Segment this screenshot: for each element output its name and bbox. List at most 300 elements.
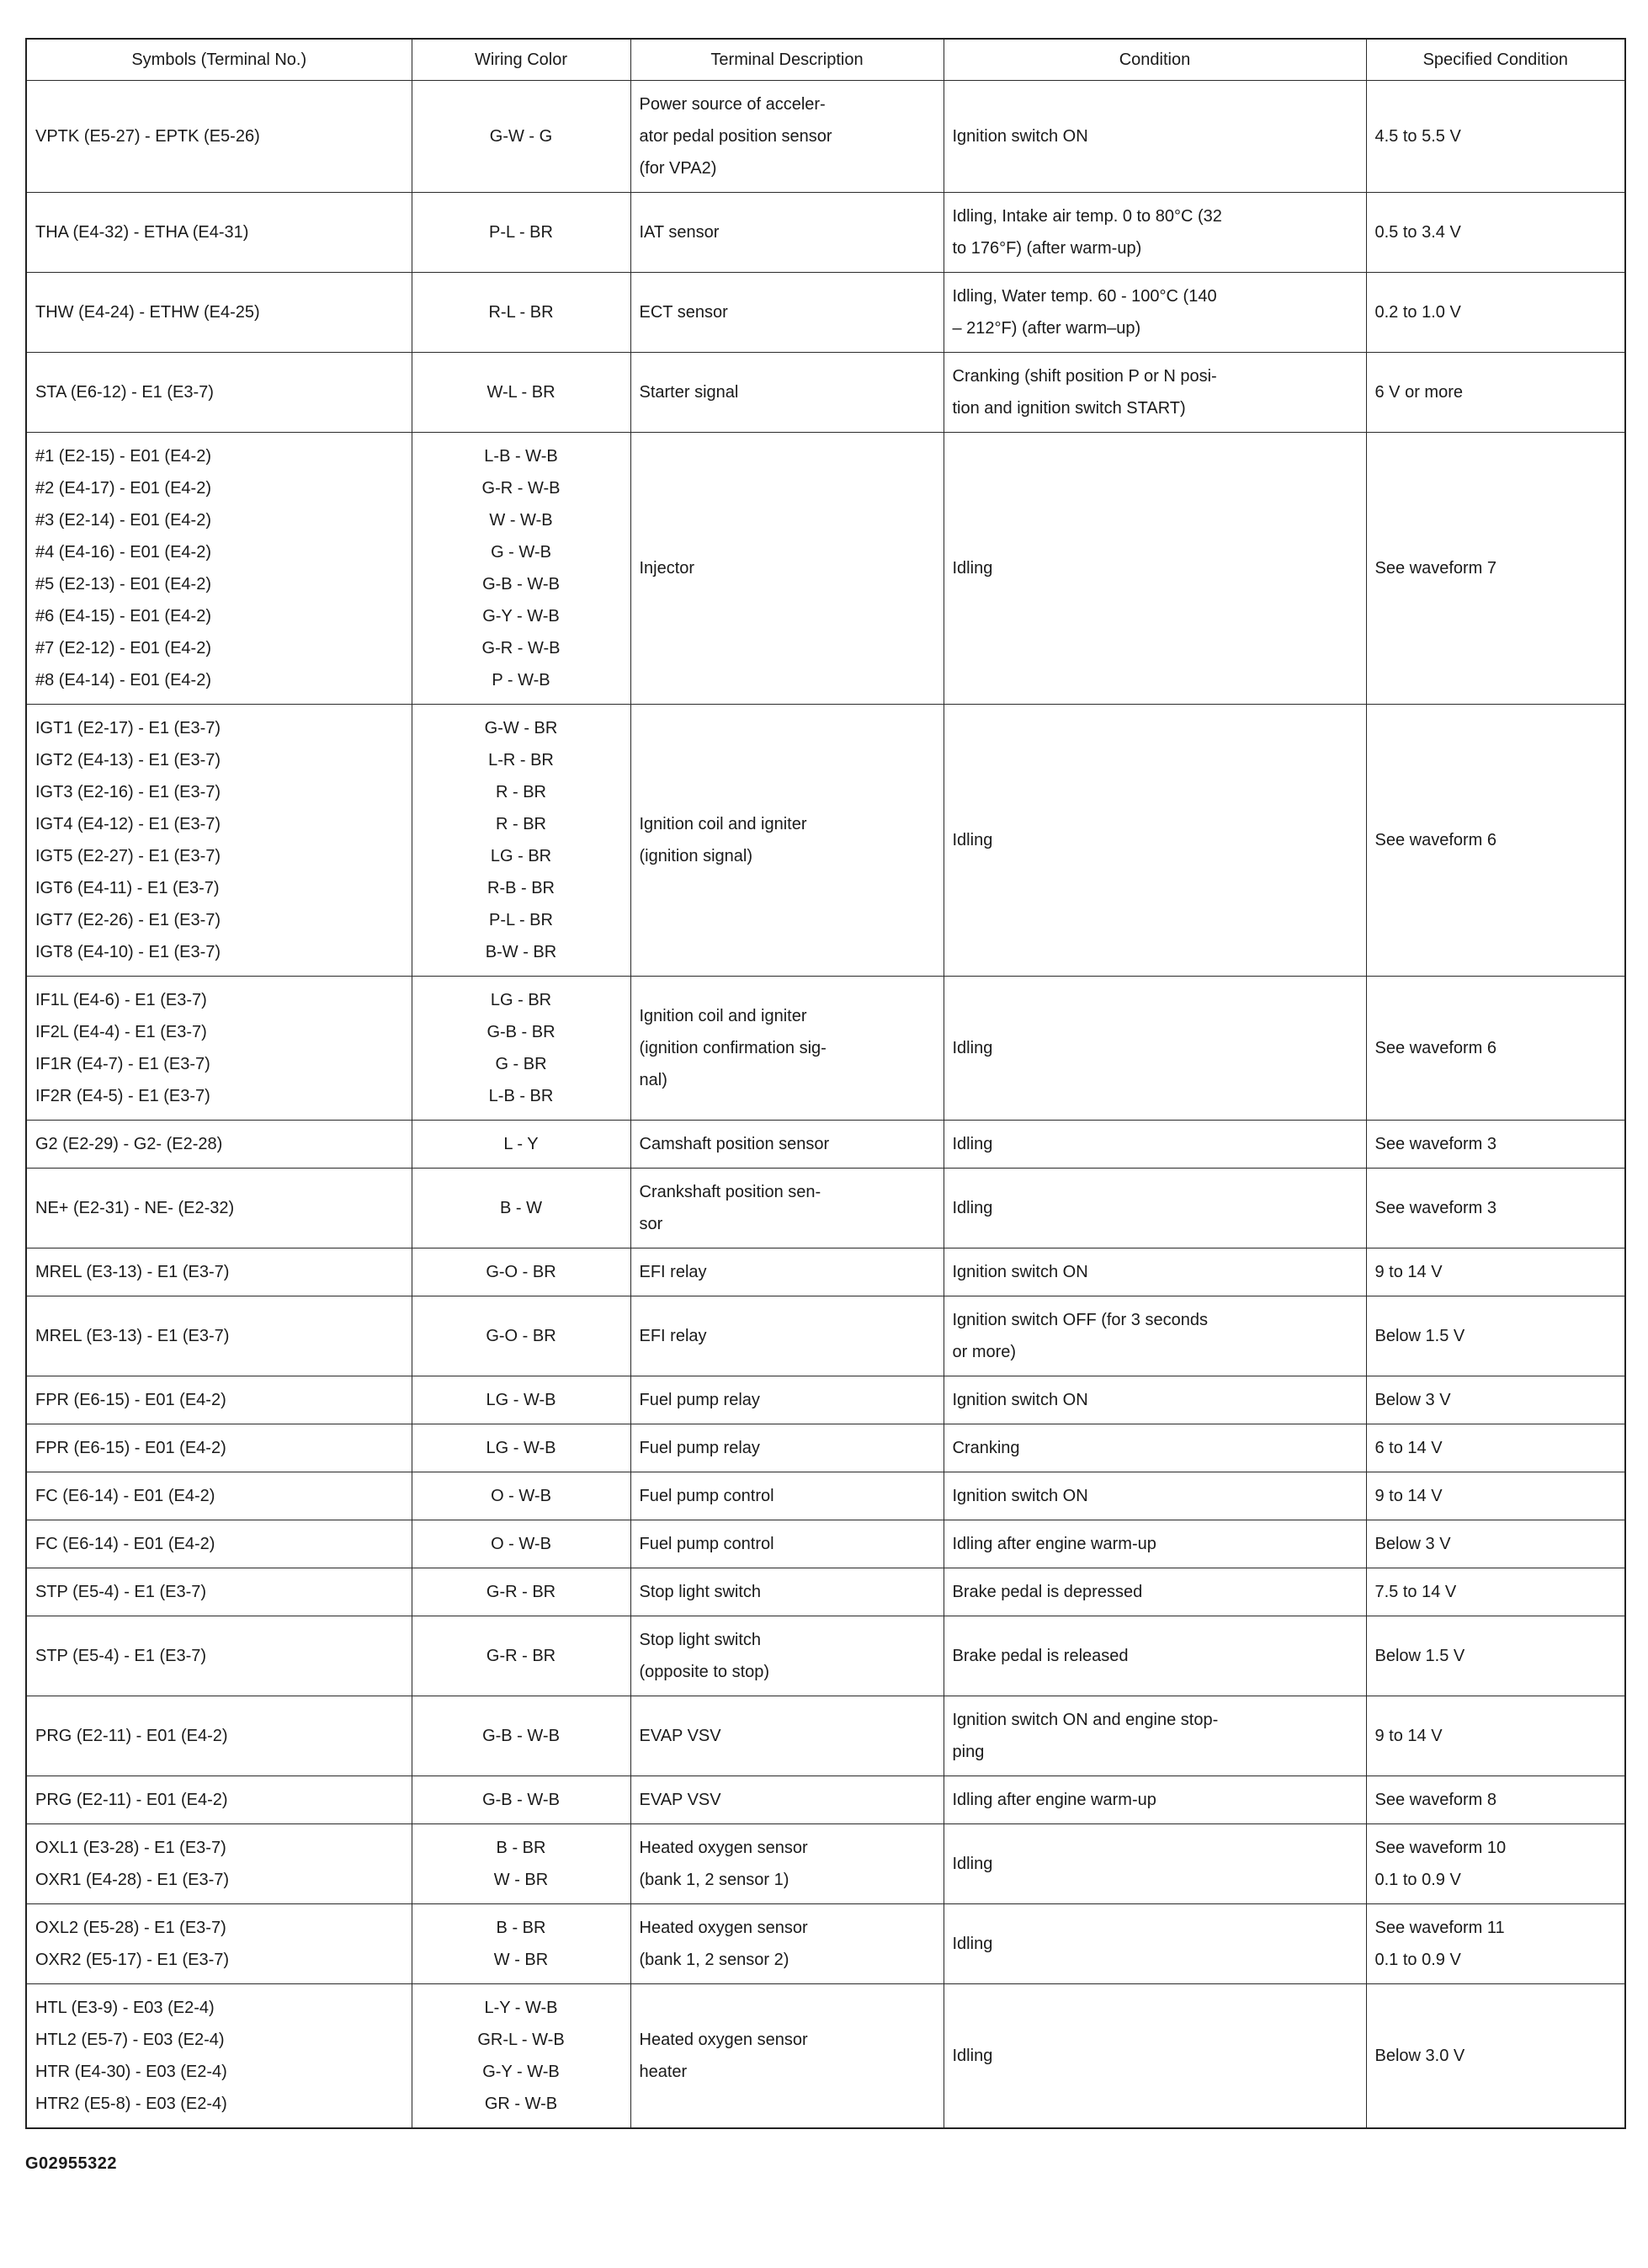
cell-line: EVAP VSV [639,1791,721,1809]
cell-specified-condition [1366,705,1625,977]
cell-line: 9 to 14 V [1374,1487,1443,1505]
cell-line: STA (E6-12) - E1 (E3-7) [35,383,214,402]
cell-terminal-description [630,1984,944,2129]
cell-terminal-description [630,705,944,977]
cell-line: See waveform 10 [1374,1839,1507,1857]
cell-line: G - BR [495,1055,547,1073]
cell-line: #7 (E2-12) - E01 (E4-2) [35,639,211,658]
cell-line: Ignition switch ON and engine stop- [952,1711,1219,1729]
cell-line: (for VPA2) [639,159,717,178]
table-row [26,1472,1625,1520]
cell-terminal-description [630,1376,944,1424]
cell-line: See waveform 11 [1374,1919,1505,1937]
cell-line: Idling [952,1855,993,1873]
cell-line: G-B - W-B [482,1727,560,1745]
cell-line: Idling [952,1935,993,1953]
cell-line: See waveform 8 [1374,1791,1497,1809]
cell-wiring-color [412,1472,630,1520]
table-header-row [26,39,1625,81]
cell-symbols [26,1696,412,1776]
cell-line: G-W - G [489,127,553,146]
column-header: Terminal Description [630,39,944,81]
cell-line: PRG (E2-11) - E01 (E4-2) [35,1791,228,1809]
cell-line: O - W-B [491,1487,551,1505]
cell-line: Heated oxygen sensor [639,1919,808,1937]
cell-symbols [26,273,412,353]
cell-line: G-R - BR [486,1647,556,1665]
cell-line: or more) [952,1343,1017,1361]
cell-line: IGT1 (E2-17) - E1 (E3-7) [35,719,221,737]
cell-line: G-W - BR [484,719,558,737]
cell-wiring-color [412,193,630,273]
cell-line: (bank 1, 2 sensor 2) [639,1951,789,1969]
cell-symbols [26,353,412,433]
cell-line: IGT7 (E2-26) - E1 (E3-7) [35,911,221,929]
cell-line: 6 V or more [1374,383,1463,402]
cell-line: STP (E5-4) - E1 (E3-7) [35,1583,207,1601]
cell-specified-condition [1366,81,1625,193]
cell-line: G2 (E2-29) - G2- (E2-28) [35,1135,223,1153]
cell-line: IAT sensor [639,223,720,242]
cell-line: (ignition confirmation sig- [639,1039,827,1057]
cell-line: MREL (E3-13) - E1 (E3-7) [35,1263,230,1281]
cell-line: G - W-B [491,543,551,562]
cell-line: L-Y - W-B [484,1999,558,2017]
table-row [26,1296,1625,1376]
cell-line: Fuel pump relay [639,1439,760,1457]
cell-condition [944,193,1366,273]
cell-terminal-description [630,1520,944,1568]
cell-line: EFI relay [639,1263,707,1281]
cell-terminal-description [630,273,944,353]
cell-line: L-B - BR [488,1087,554,1105]
cell-line: O - W-B [491,1535,551,1553]
cell-line: R-L - BR [488,303,554,322]
cell-symbols [26,433,412,705]
cell-line: heater [639,2063,688,2081]
cell-specified-condition [1366,1904,1625,1984]
cell-line: Injector [639,559,695,578]
cell-symbols [26,1904,412,1984]
cell-line: IGT8 (E4-10) - E1 (E3-7) [35,943,221,961]
cell-line: #1 (E2-15) - E01 (E4-2) [35,447,211,466]
cell-symbols [26,1568,412,1616]
cell-line: #6 (E4-15) - E01 (E4-2) [35,607,211,626]
cell-terminal-description [630,1472,944,1520]
cell-line: 0.1 to 0.9 V [1374,1951,1461,1969]
cell-line: #4 (E4-16) - E01 (E4-2) [35,543,211,562]
cell-line: PRG (E2-11) - E01 (E4-2) [35,1727,228,1745]
table-row [26,1121,1625,1169]
cell-line: P-L - BR [489,223,553,242]
cell-line: 9 to 14 V [1374,1727,1443,1745]
cell-wiring-color [412,705,630,977]
table-row [26,273,1625,353]
table-row [26,1376,1625,1424]
cell-wiring-color [412,273,630,353]
cell-line: Fuel pump relay [639,1391,760,1409]
cell-wiring-color [412,1984,630,2129]
cell-terminal-description [630,1296,944,1376]
cell-line: STP (E5-4) - E1 (E3-7) [35,1647,207,1665]
cell-line: IGT2 (E4-13) - E1 (E3-7) [35,751,221,769]
cell-line: R-B - BR [487,879,555,897]
cell-line: See waveform 3 [1374,1199,1497,1217]
cell-specified-condition [1366,1776,1625,1824]
cell-symbols [26,1248,412,1296]
cell-symbols [26,1121,412,1169]
cell-line: Below 3.0 V [1374,2047,1465,2065]
cell-symbols [26,81,412,193]
cell-condition [944,353,1366,433]
cell-condition [944,1984,1366,2129]
cell-line: LG - W-B [486,1439,556,1457]
cell-symbols [26,977,412,1121]
cell-symbols [26,1776,412,1824]
cell-wiring-color [412,433,630,705]
cell-wiring-color [412,353,630,433]
cell-symbols [26,1984,412,2129]
cell-terminal-description [630,977,944,1121]
cell-line: Ignition switch ON [952,1391,1088,1409]
table-row [26,1248,1625,1296]
table-row [26,1776,1625,1824]
cell-wiring-color [412,1824,630,1904]
cell-line: #2 (E4-17) - E01 (E4-2) [35,479,211,498]
cell-line: G-R - BR [486,1583,556,1601]
cell-condition [944,1472,1366,1520]
cell-terminal-description [630,1121,944,1169]
table-row [26,1520,1625,1568]
cell-line: Idling after engine warm-up [952,1791,1156,1809]
cell-line: HTR (E4-30) - E03 (E2-4) [35,2063,227,2081]
cell-line: G-O - BR [486,1327,556,1345]
cell-terminal-description [630,81,944,193]
cell-line: Camshaft position sensor [639,1135,830,1153]
cell-line: G-B - W-B [482,1791,560,1809]
cell-specified-condition [1366,1616,1625,1696]
cell-line: nal) [639,1071,667,1089]
table-row [26,1904,1625,1984]
cell-line: Crankshaft position sen- [639,1183,821,1201]
cell-line: IGT3 (E2-16) - E1 (E3-7) [35,783,221,801]
cell-condition [944,1616,1366,1696]
cell-line: Fuel pump control [639,1535,774,1553]
cell-line: IGT6 (E4-11) - E1 (E3-7) [35,879,220,897]
cell-line: IF2R (E4-5) - E1 (E3-7) [35,1087,210,1105]
cell-line: Idling [952,1199,993,1217]
cell-condition [944,1248,1366,1296]
cell-specified-condition [1366,1984,1625,2129]
cell-line: Cranking (shift position P or N posi- [952,367,1217,386]
cell-line: G-B - W-B [482,575,560,594]
table-row [26,1568,1625,1616]
cell-specified-condition [1366,353,1625,433]
cell-line: NE+ (E2-31) - NE- (E2-32) [35,1199,235,1217]
cell-line: #5 (E2-13) - E01 (E4-2) [35,575,211,594]
cell-line: L - Y [503,1135,539,1153]
cell-wiring-color [412,1376,630,1424]
cell-line: Fuel pump control [639,1487,774,1505]
cell-specified-condition [1366,1568,1625,1616]
cell-terminal-description [630,1424,944,1472]
cell-wiring-color [412,977,630,1121]
cell-symbols [26,1472,412,1520]
cell-specified-condition [1366,1296,1625,1376]
column-header: Wiring Color [412,39,630,81]
cell-line: Brake pedal is released [952,1647,1129,1665]
cell-line: G-B - BR [486,1023,556,1041]
cell-line: Idling [952,559,993,578]
cell-symbols [26,1169,412,1248]
cell-specified-condition [1366,1169,1625,1248]
cell-line: sor [639,1215,663,1233]
cell-terminal-description [630,1248,944,1296]
table-row [26,1696,1625,1776]
cell-line: Below 1.5 V [1374,1327,1465,1345]
cell-line: FC (E6-14) - E01 (E4-2) [35,1487,215,1505]
cell-line: FPR (E6-15) - E01 (E4-2) [35,1391,226,1409]
cell-line: W - BR [493,1951,549,1969]
cell-condition [944,705,1366,977]
cell-wiring-color [412,1296,630,1376]
cell-specified-condition [1366,1376,1625,1424]
cell-condition [944,433,1366,705]
cell-line: P - W-B [492,671,550,689]
table-row [26,1984,1625,2129]
cell-condition [944,81,1366,193]
table-body [26,81,1625,2129]
cell-line: OXR1 (E4-28) - E1 (E3-7) [35,1871,230,1889]
cell-specified-condition [1366,1520,1625,1568]
cell-line: Heated oxygen sensor [639,2031,808,2049]
cell-line: EFI relay [639,1327,707,1345]
cell-line: IF2L (E4-4) - E1 (E3-7) [35,1023,207,1041]
table-row [26,433,1625,705]
table-row [26,705,1625,977]
cell-terminal-description [630,1169,944,1248]
cell-line: B - BR [496,1839,546,1857]
cell-wiring-color [412,1248,630,1296]
cell-symbols [26,1424,412,1472]
cell-line: Ignition switch ON [952,127,1088,146]
cell-line: Power source of acceler- [639,95,826,114]
cell-line: Idling after engine warm-up [952,1535,1156,1553]
cell-wiring-color [412,1169,630,1248]
cell-line: See waveform 6 [1374,831,1497,849]
cell-line: Ignition coil and igniter [639,1007,807,1025]
cell-line: LG - BR [490,991,552,1009]
cell-condition [944,273,1366,353]
cell-line: 0.2 to 1.0 V [1374,303,1461,322]
cell-line: Stop light switch [639,1583,762,1601]
column-header: Specified Condition [1366,39,1625,81]
cell-line: Idling [952,2047,993,2065]
cell-wiring-color [412,1424,630,1472]
table-row [26,353,1625,433]
cell-line: LG - W-B [486,1391,556,1409]
cell-line: OXL1 (E3-28) - E1 (E3-7) [35,1839,226,1857]
cell-symbols [26,193,412,273]
table-row [26,1424,1625,1472]
cell-line: ping [952,1743,985,1761]
cell-line: IF1L (E4-6) - E1 (E3-7) [35,991,207,1009]
cell-line: Idling [952,831,993,849]
cell-line: Idling, Water temp. 60 - 100°C (140 [952,287,1217,306]
cell-line: L-R - BR [488,751,554,769]
cell-line: #8 (E4-14) - E01 (E4-2) [35,671,211,689]
cell-line: (ignition signal) [639,847,753,865]
cell-condition [944,1121,1366,1169]
cell-line: Cranking [952,1439,1020,1457]
cell-condition [944,1824,1366,1904]
cell-line: Idling [952,1135,993,1153]
cell-line: See waveform 7 [1374,559,1497,578]
cell-line: Brake pedal is depressed [952,1583,1143,1601]
cell-wiring-color [412,1776,630,1824]
cell-line: OXR2 (E5-17) - E1 (E3-7) [35,1951,230,1969]
cell-line: G-Y - W-B [482,607,560,626]
table-row [26,977,1625,1121]
cell-line: #3 (E2-14) - E01 (E4-2) [35,511,211,530]
cell-line: IGT5 (E2-27) - E1 (E3-7) [35,847,221,865]
cell-terminal-description [630,1568,944,1616]
cell-line: – 212°F) (after warm–up) [952,319,1141,338]
cell-line: Starter signal [639,383,739,402]
cell-line: 4.5 to 5.5 V [1374,127,1461,146]
cell-line: L-B - W-B [484,447,558,466]
cell-line: G-Y - W-B [482,2063,560,2081]
cell-specified-condition [1366,977,1625,1121]
cell-terminal-description [630,1776,944,1824]
cell-line: MREL (E3-13) - E1 (E3-7) [35,1327,230,1345]
cell-line: (bank 1, 2 sensor 1) [639,1871,789,1889]
cell-line: R - BR [496,783,546,801]
cell-line: P-L - BR [489,911,553,929]
cell-line: Ignition switch ON [952,1487,1088,1505]
cell-condition [944,1568,1366,1616]
cell-line: W - BR [493,1871,549,1889]
cell-wiring-color [412,1696,630,1776]
cell-line: 0.5 to 3.4 V [1374,223,1461,242]
table-row [26,193,1625,273]
cell-line: ator pedal position sensor [639,127,832,146]
cell-specified-condition [1366,1696,1625,1776]
cell-wiring-color [412,1520,630,1568]
cell-line: (opposite to stop) [639,1663,770,1681]
cell-line: GR - W-B [484,2095,558,2113]
cell-line: HTL (E3-9) - E03 (E2-4) [35,1999,215,2017]
cell-line: EVAP VSV [639,1727,721,1745]
cell-line: VPTK (E5-27) - EPTK (E5-26) [35,127,260,146]
cell-line: Idling, Intake air temp. 0 to 80°C (32 [952,207,1222,226]
cell-condition [944,1904,1366,1984]
cell-line: Ignition coil and igniter [639,815,807,833]
cell-condition [944,1376,1366,1424]
cell-line: GR-L - W-B [477,2031,565,2049]
cell-line: HTR2 (E5-8) - E03 (E2-4) [35,2095,227,2113]
cell-line: B-W - BR [485,943,557,961]
cell-line: tion and ignition switch START) [952,399,1186,418]
cell-wiring-color [412,1904,630,1984]
cell-wiring-color [412,1121,630,1169]
cell-line: OXL2 (E5-28) - E1 (E3-7) [35,1919,226,1937]
cell-terminal-description [630,1904,944,1984]
cell-condition [944,1520,1366,1568]
cell-symbols [26,1616,412,1696]
cell-line: G-R - W-B [481,479,561,498]
table-row [26,1169,1625,1248]
cell-line: Below 1.5 V [1374,1647,1465,1665]
cell-line: Heated oxygen sensor [639,1839,808,1857]
cell-line: 9 to 14 V [1374,1263,1443,1281]
cell-line: Ignition switch ON [952,1263,1088,1281]
cell-line: Below 3 V [1374,1535,1451,1553]
cell-line: THW (E4-24) - ETHW (E4-25) [35,303,260,322]
cell-symbols [26,705,412,977]
cell-line: See waveform 6 [1374,1039,1497,1057]
cell-specified-condition [1366,1248,1625,1296]
cell-line: HTL2 (E5-7) - E03 (E2-4) [35,2031,225,2049]
cell-line: FC (E6-14) - E01 (E4-2) [35,1535,215,1553]
cell-line: G-R - W-B [481,639,561,658]
cell-condition [944,1776,1366,1824]
cell-condition [944,977,1366,1121]
cell-specified-condition [1366,1424,1625,1472]
cell-line: W-L - BR [486,383,556,402]
cell-symbols [26,1296,412,1376]
ecm-terminal-voltage-table [25,38,1626,2129]
table-row [26,1824,1625,1904]
cell-line: R - BR [496,815,546,833]
cell-line: Ignition switch OFF (for 3 seconds [952,1311,1208,1329]
cell-line: Below 3 V [1374,1391,1451,1409]
cell-line: B - W [500,1199,542,1217]
cell-specified-condition [1366,273,1625,353]
figure-code: G02955322 [25,2154,118,2173]
cell-specified-condition [1366,433,1625,705]
cell-condition [944,1696,1366,1776]
cell-terminal-description [630,433,944,705]
cell-specified-condition [1366,1121,1625,1169]
cell-line: Stop light switch [639,1631,762,1649]
cell-line: See waveform 3 [1374,1135,1497,1153]
cell-line: FPR (E6-15) - E01 (E4-2) [35,1439,226,1457]
cell-wiring-color [412,1568,630,1616]
cell-condition [944,1169,1366,1248]
cell-line: 6 to 14 V [1374,1439,1443,1457]
cell-terminal-description [630,193,944,273]
cell-wiring-color [412,81,630,193]
cell-line: ECT sensor [639,303,728,322]
table-row [26,81,1625,193]
cell-specified-condition [1366,1472,1625,1520]
cell-line: IF1R (E4-7) - E1 (E3-7) [35,1055,210,1073]
cell-line: THA (E4-32) - ETHA (E4-31) [35,223,249,242]
column-header: Symbols (Terminal No.) [26,39,412,81]
cell-condition [944,1296,1366,1376]
cell-line: IGT4 (E4-12) - E1 (E3-7) [35,815,221,833]
cell-terminal-description [630,1824,944,1904]
cell-symbols [26,1376,412,1424]
cell-specified-condition [1366,193,1625,273]
column-header: Condition [944,39,1366,81]
cell-line: W - W-B [489,511,553,530]
cell-line: Idling [952,1039,993,1057]
cell-condition [944,1424,1366,1472]
cell-line: B - BR [496,1919,546,1937]
cell-symbols [26,1520,412,1568]
